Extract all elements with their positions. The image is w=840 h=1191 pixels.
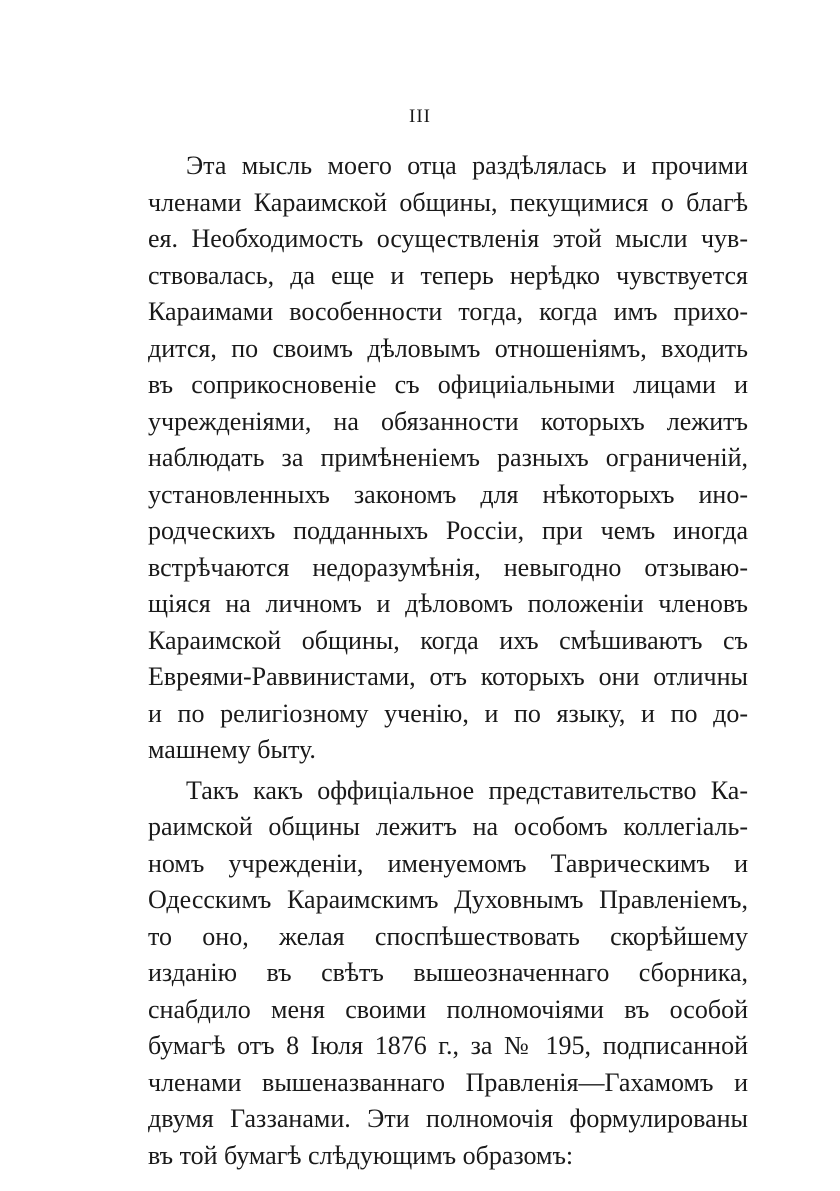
paragraph-1: [148, 148, 748, 769]
text-line: Евреями-Раввинистами, отъ которыхъ они отличны: [148, 662, 748, 691]
text-line: двумя Газзанами. Эти полномочія формулированы: [148, 1104, 748, 1133]
text-line: ствовалась, да еще и теперь нерѣдко чувствуется: [148, 260, 748, 290]
text-line: и по религіозному ученію, и по языку, и по до-: [148, 698, 748, 728]
text-line: Одесскимъ Караимскимъ Духовнымъ Правленіемъ,: [148, 885, 748, 914]
text-line: учрежденіями, на обязанности которыхъ лежитъ: [148, 406, 748, 436]
text-line: щіяся на личномъ и дѣловомъ положеніи членовъ: [148, 589, 748, 618]
text-line: наблюдать за примѣненіемъ разныхъ ограниченій,: [148, 443, 748, 472]
body-text: [148, 148, 748, 1174]
text-line: бумагѣ отъ 8 Іюля 1876 г., за № 195, подписанной: [148, 1031, 748, 1060]
text-line: дится, по своимъ дѣловымъ отношеніямъ, входить: [148, 333, 748, 363]
text-line: Караимами вособенности тогда, когда имъ прихо-: [148, 297, 748, 326]
text-line: установленныхъ закономъ для нѣкоторыхъ ино-: [148, 479, 748, 509]
text-line: въ той бумагѣ слѣдующимъ образомъ:: [148, 1140, 574, 1170]
text-line: ея. Необходимость осуществленія этой мысли чув-: [148, 224, 748, 253]
text-line: изданію въ свѣтъ вышеозначеннаго сборника,: [148, 958, 748, 987]
text-line: снабдило меня своими полномочіями въ особой: [148, 994, 748, 1024]
page-number: III: [409, 106, 431, 127]
text-line: членами Караимской общины, пекущимися о благѣ: [148, 187, 748, 217]
text-line: встрѣчаются недоразумѣнія, невыгодно отзываю-: [148, 552, 748, 582]
text-line: Эта мысль моего отца раздѣлялась и прочими: [186, 151, 748, 180]
text-line: родческихъ подданныхъ Россіи, при чемъ иногда: [148, 516, 748, 545]
text-line: въ соприкосновеніе съ официіальными лицами и: [148, 370, 748, 399]
text-line: то оно, желая споспѣшествовать скорѣйшему: [148, 921, 748, 951]
text-line: номъ учрежденіи, именуемомъ Таврическимъ и: [148, 848, 748, 878]
text-line: машнему быту.: [148, 735, 316, 764]
text-line: Караимской общины, когда ихъ смѣшиваютъ съ: [148, 625, 748, 655]
text-line: членами вышеназваннаго Правленія—Гахамомъ и: [148, 1067, 748, 1097]
text-line: раимской общины лежитъ на особомъ коллегіаль-: [148, 812, 748, 841]
paragraph-2: [148, 773, 748, 1175]
text-line: Такъ какъ оффиціальное представительство Ка-: [186, 775, 748, 805]
